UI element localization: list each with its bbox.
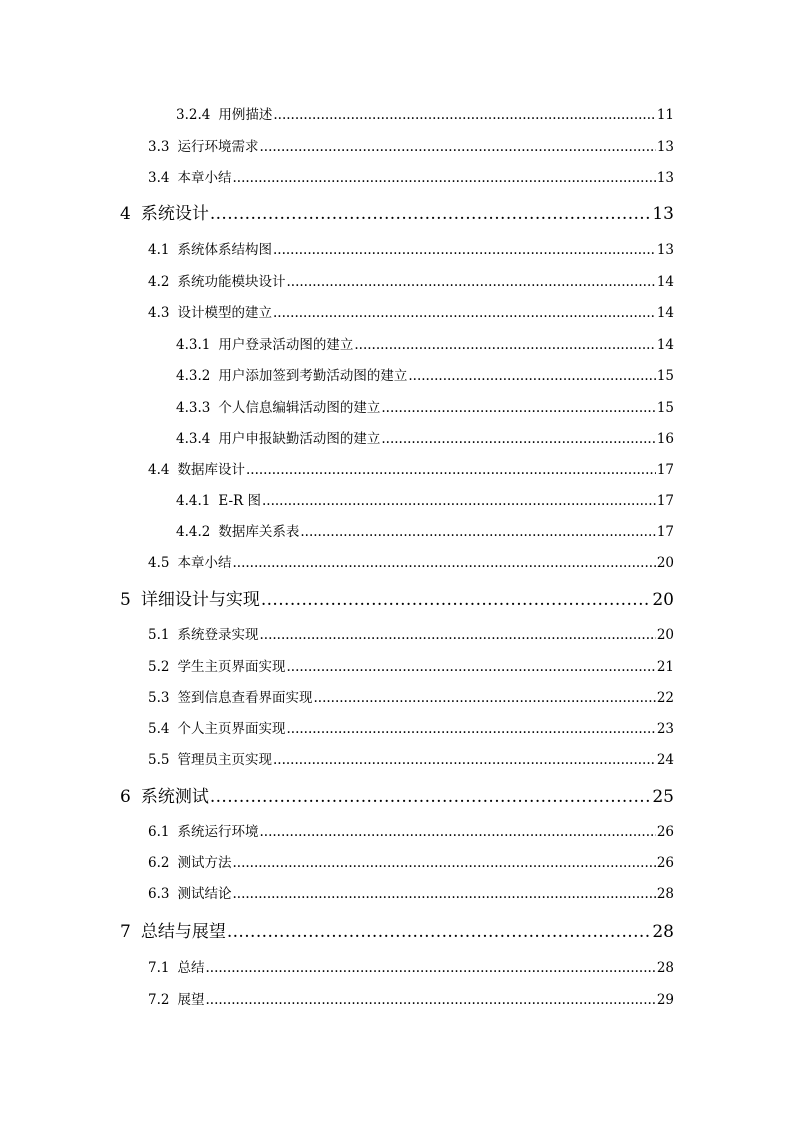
toc-entry-page: 15: [656, 400, 674, 416]
toc-entry[interactable]: [176, 396, 674, 416]
toc-entry-title: 展望: [177, 992, 205, 1008]
dot-leader: [232, 170, 655, 186]
toc-entry-page: 11: [656, 107, 674, 123]
toc-entry[interactable]: [148, 851, 674, 871]
dot-leader: [354, 337, 655, 353]
toc-entry[interactable]: [148, 238, 674, 258]
toc-entry[interactable]: [148, 655, 674, 675]
dot-leader: [286, 721, 655, 737]
dot-leader: [273, 752, 656, 768]
toc-entry-page: 13: [656, 242, 674, 258]
toc-entry-title: 个人主页界面实现: [177, 721, 286, 737]
toc-entry-number: 4.3.4: [176, 431, 211, 447]
toc-entry[interactable]: [176, 427, 674, 447]
toc-entry-title: 用户登录活动图的建立: [218, 337, 354, 353]
toc-entry[interactable]: [148, 717, 674, 737]
toc-entry-title: 系统运行环境: [177, 824, 259, 840]
toc-entry-page: 13: [652, 204, 674, 224]
toc-entry-title: 用户申报缺勤活动图的建立: [218, 431, 381, 447]
toc-entry-page: 26: [656, 855, 674, 871]
toc-entry-page: 17: [656, 524, 674, 540]
dot-leader: [259, 824, 655, 840]
dot-leader: [273, 242, 656, 258]
toc-entry-title: 用户添加签到考勤活动图的建立: [218, 368, 408, 384]
dot-leader: [232, 886, 655, 902]
toc-entry-number: 4.5: [148, 555, 170, 571]
toc-entry-title: 设计模型的建立: [177, 305, 272, 321]
toc-entry-page: 24: [656, 752, 674, 768]
dot-leader: [273, 305, 656, 321]
dot-leader: [313, 690, 655, 706]
toc-entry-number: 3.4: [148, 170, 170, 186]
toc-entry-page: 28: [656, 960, 674, 976]
toc-entry-number: 7.1: [148, 960, 170, 976]
toc-entry-number: 3.2.4: [176, 107, 211, 123]
dot-leader: [259, 627, 655, 643]
toc-entry-page: 21: [656, 659, 674, 675]
toc-entry-title: 数据库设计: [177, 462, 245, 478]
toc-entry-number: 4.3: [148, 305, 170, 321]
toc-entry-title: 用例描述: [218, 107, 273, 123]
toc-entry[interactable]: [176, 103, 674, 123]
dot-leader: [259, 139, 655, 155]
toc-entry-title: 本章小结: [177, 555, 232, 571]
toc-entry-number: 4.4.1: [176, 493, 211, 509]
toc-entry-title: 系统设计: [140, 204, 209, 224]
toc-entry-page: 28: [656, 886, 674, 902]
toc-entry[interactable]: [148, 748, 674, 768]
toc-entry-number: 7.2: [148, 992, 170, 1008]
toc-entry-number: 7: [120, 922, 131, 942]
toc-entry-title: 签到信息查看界面实现: [177, 690, 313, 706]
dot-leader: [381, 400, 655, 416]
toc-entry-page: 22: [656, 690, 674, 706]
toc-entry[interactable]: [176, 364, 674, 384]
dot-leader: [300, 524, 655, 540]
toc-entry[interactable]: [148, 988, 674, 1008]
toc-entry[interactable]: [148, 301, 674, 321]
toc-entry-title: 系统登录实现: [177, 627, 259, 643]
toc-entry-title: 管理员主页实现: [177, 752, 272, 768]
toc-entry[interactable]: [148, 135, 674, 155]
toc-entry-title: 个人信息编辑活动图的建立: [218, 400, 381, 416]
toc-entry-number: 3.3: [148, 139, 170, 155]
dot-leader: [262, 493, 656, 509]
toc-entry[interactable]: [176, 489, 674, 509]
toc-entry[interactable]: [120, 917, 674, 941]
dot-leader: [205, 992, 655, 1008]
toc-entry-title: 总结与展望: [140, 922, 226, 942]
dot-leader: [232, 855, 655, 871]
dot-leader: [246, 462, 656, 478]
toc-entry-page: 20: [652, 590, 674, 610]
toc-entry-page: 13: [656, 139, 674, 155]
toc-entry-title: 数据库关系表: [218, 524, 300, 540]
dot-leader: [227, 922, 652, 942]
toc-entry[interactable]: [148, 458, 674, 478]
toc-entry-page: 14: [656, 305, 674, 321]
toc-entry-number: 6.3: [148, 886, 170, 902]
toc-entry-title: 测试方法: [177, 855, 232, 871]
dot-leader: [408, 368, 655, 384]
toc-entry-number: 5.3: [148, 690, 170, 706]
toc-entry-number: 4: [120, 204, 131, 224]
toc-entry-title: 测试结论: [177, 886, 232, 902]
toc-entry-page: 14: [656, 337, 674, 353]
toc-entry[interactable]: [176, 520, 674, 540]
toc-entry[interactable]: [120, 199, 674, 223]
toc-entry-page: 20: [656, 555, 674, 571]
toc-entry-number: 4.4.2: [176, 524, 211, 540]
toc-entry-page: 17: [656, 493, 674, 509]
toc-entry-number: 4.3.2: [176, 368, 211, 384]
toc-entry-page: 28: [652, 922, 674, 942]
toc-entry-number: 6.2: [148, 855, 170, 871]
toc-entry-page: 14: [656, 274, 674, 290]
dot-leader: [205, 960, 655, 976]
toc-entry-title: 总结: [177, 960, 205, 976]
toc-entry-page: 17: [656, 462, 674, 478]
toc-entry-page: 29: [656, 992, 674, 1008]
toc-entry[interactable]: [148, 820, 674, 840]
toc-entry-number: 4.1: [148, 242, 170, 258]
toc-entry-title: 系统测试: [140, 787, 209, 807]
toc-entry-number: 4.4: [148, 462, 170, 478]
dot-leader: [273, 107, 655, 123]
toc-entry-page: 26: [656, 824, 674, 840]
toc-entry-number: 5.4: [148, 721, 170, 737]
toc-entry-page: 25: [652, 787, 674, 807]
toc-entry[interactable]: [148, 166, 674, 186]
toc-entry[interactable]: [120, 782, 674, 806]
toc-entry-page: 13: [656, 170, 674, 186]
toc-entry-title: 本章小结: [177, 170, 232, 186]
dot-leader: [210, 787, 652, 807]
toc-entry[interactable]: [120, 585, 674, 609]
dot-leader: [210, 204, 652, 224]
toc-entry-title: 学生主页界面实现: [177, 659, 286, 675]
dot-leader: [261, 590, 652, 610]
toc-entry-page: 23: [656, 721, 674, 737]
toc-entry[interactable]: [148, 686, 674, 706]
toc-entry-number: 6: [120, 787, 131, 807]
toc-entry-page: 20: [656, 627, 674, 643]
toc-entry-page: 15: [656, 368, 674, 384]
toc-entry-number: 5.5: [148, 752, 170, 768]
dot-leader: [381, 431, 655, 447]
toc-entry-number: 6.1: [148, 824, 170, 840]
toc-entry-number: 5.2: [148, 659, 170, 675]
toc-entry-title: 系统功能模块设计: [177, 274, 286, 290]
toc-entry-number: 5: [120, 590, 131, 610]
toc-entry-title: 详细设计与实现: [140, 590, 260, 610]
dot-leader: [286, 659, 655, 675]
toc-entry-number: 4.2: [148, 274, 170, 290]
toc-entry-number: 5.1: [148, 627, 170, 643]
toc-entry[interactable]: [176, 333, 674, 353]
toc-entry[interactable]: [148, 551, 674, 571]
toc-entry-title: E-R 图: [218, 493, 261, 509]
toc-entry[interactable]: [148, 270, 674, 290]
toc-entry-title: 系统体系结构图: [177, 242, 272, 258]
toc-entry-number: 4.3.3: [176, 400, 211, 416]
dot-leader: [232, 555, 655, 571]
toc-entry-number: 4.3.1: [176, 337, 211, 353]
toc-entry-title: 运行环境需求: [177, 139, 259, 155]
toc-entry[interactable]: [148, 956, 674, 976]
toc-entry[interactable]: [148, 623, 674, 643]
toc-entry[interactable]: [148, 882, 674, 902]
toc-entry-page: 16: [656, 431, 674, 447]
dot-leader: [286, 274, 655, 290]
